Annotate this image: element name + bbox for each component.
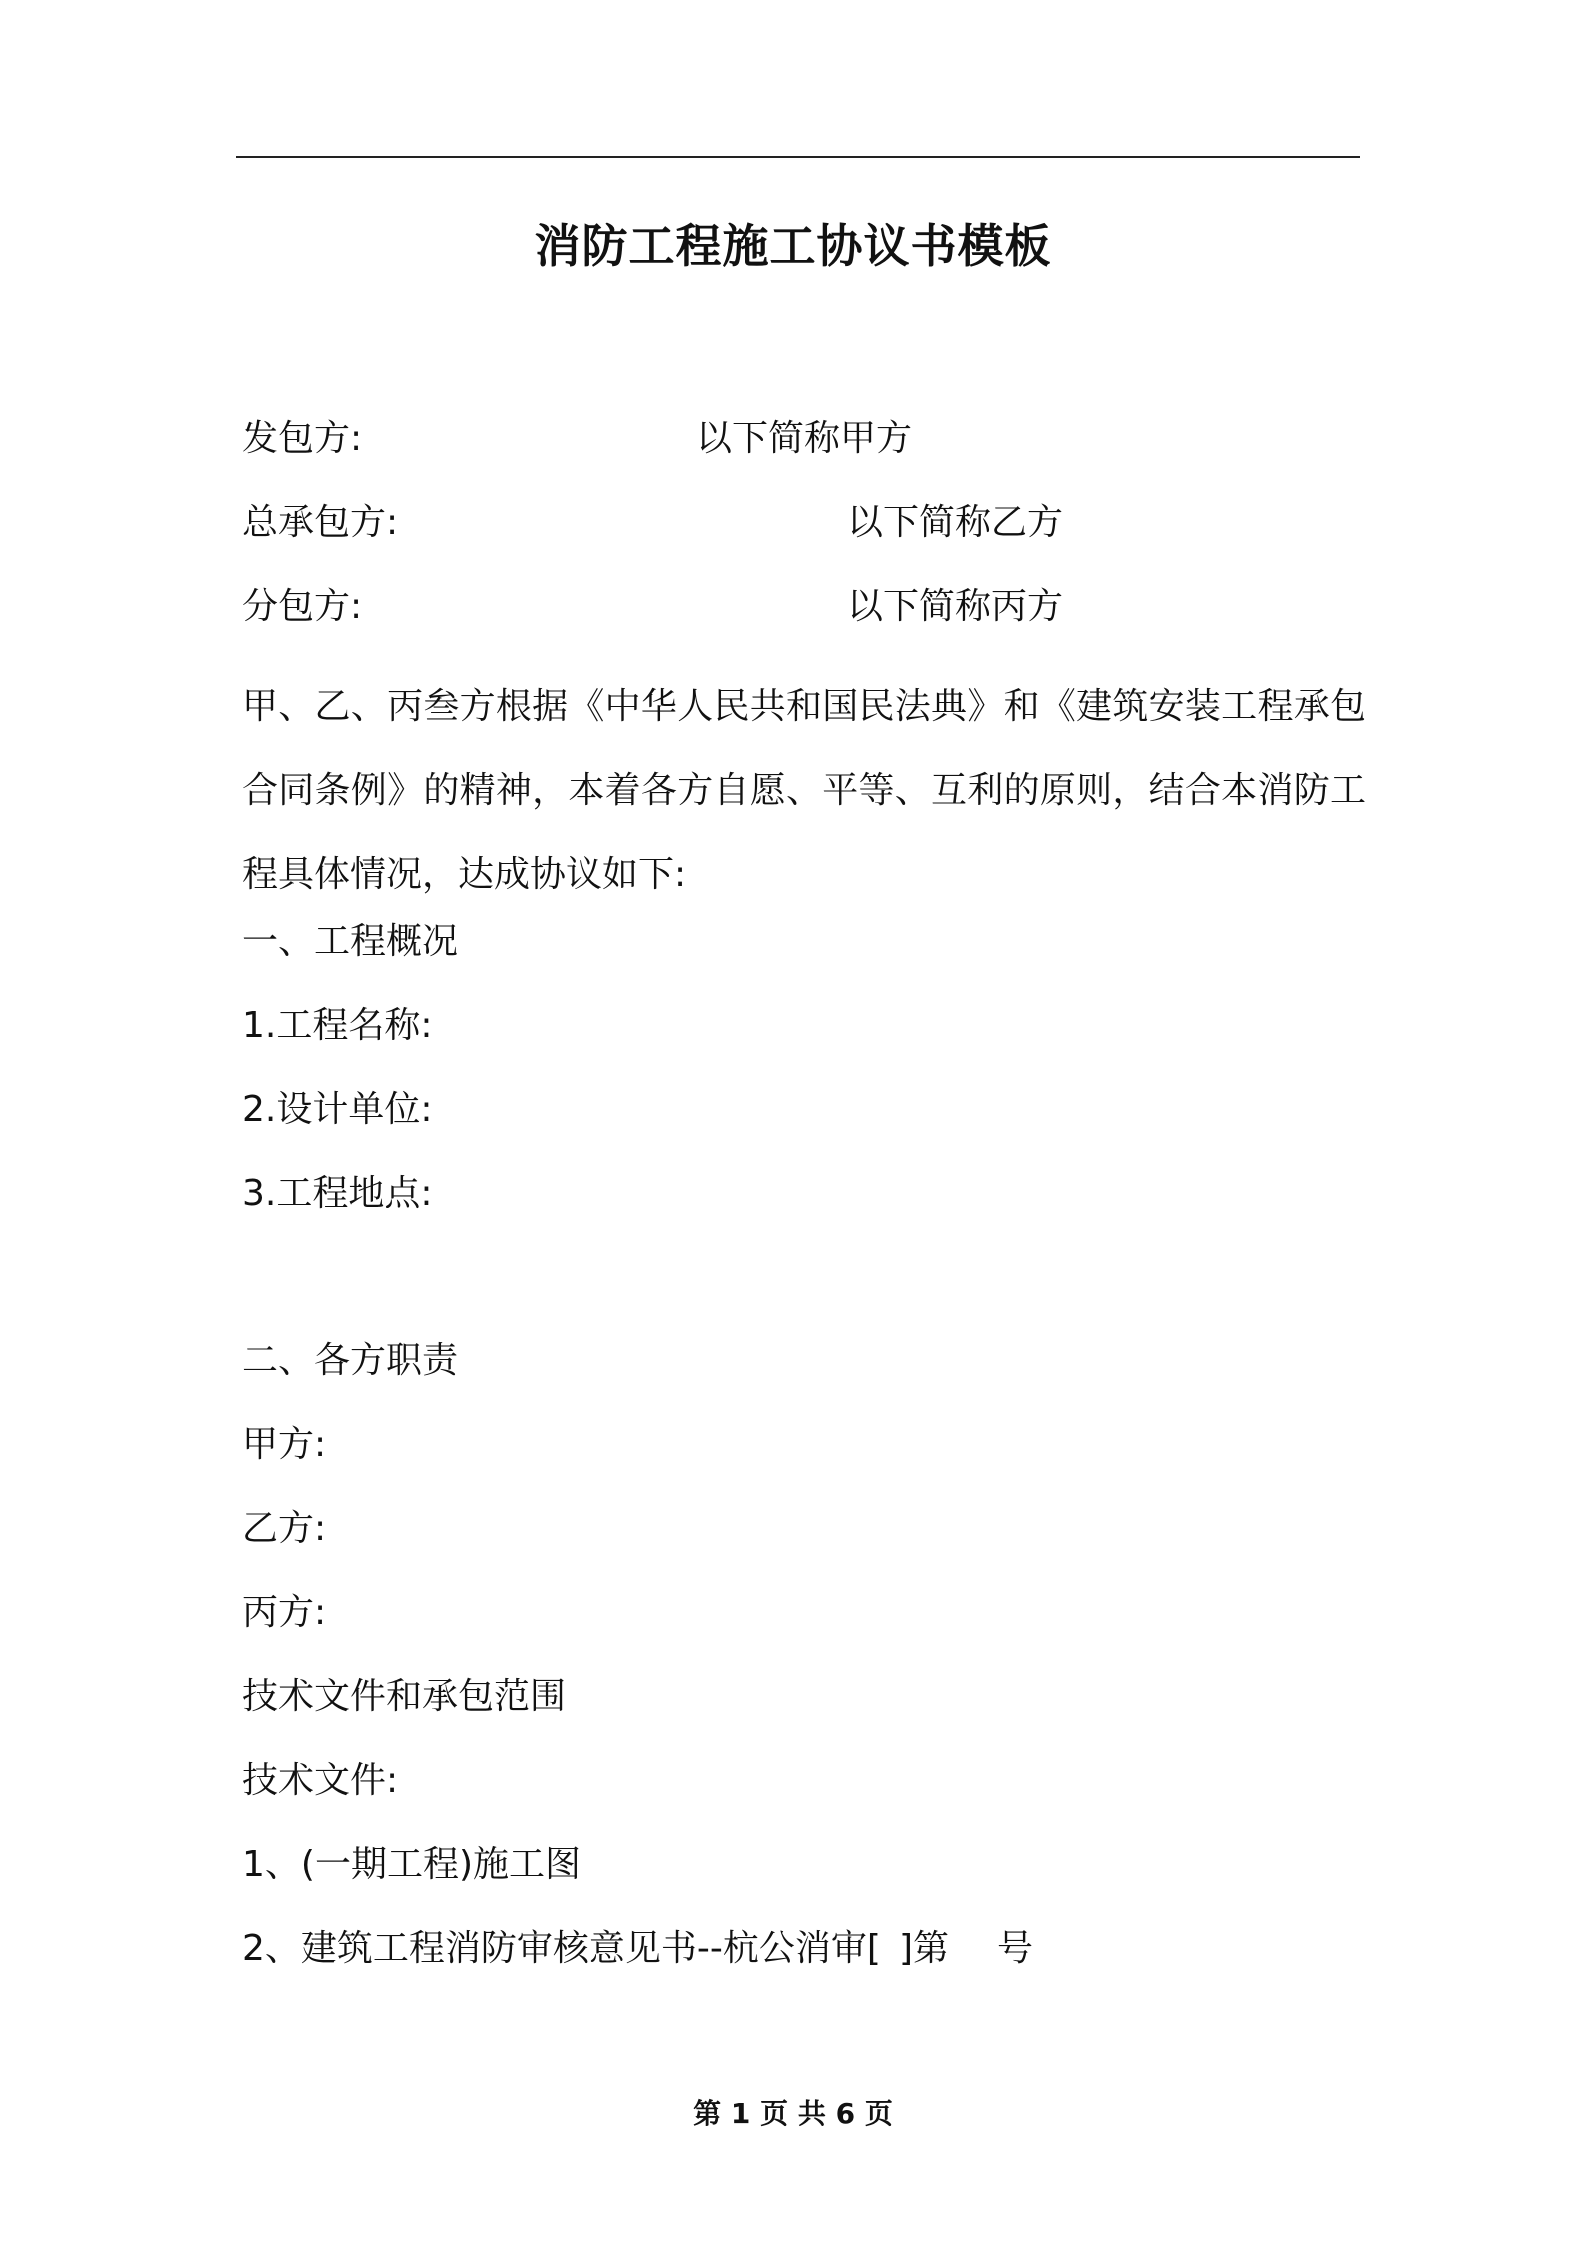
intro-paragraph: 甲、乙、丙叁方根据《中华人民共和国民法典》和《建筑安装工程承包合同条例》的精神，本着各方自愿、平等、互利的原则，结合本消防工程具体情况，达成协议如下: <box>242 686 1366 895</box>
party-label: 发包方: <box>242 418 363 459</box>
header-rule <box>236 156 1360 158</box>
party-c-duty-field: 丙方: <box>242 1592 327 1633</box>
tech-file-item: 1、(一期工程)施工图 <box>242 1844 581 1885</box>
tech-file-prefix: 2、建筑工程消防审核意见书--杭公消审[ <box>242 1928 881 1969</box>
page-footer: 第 1 页 共 6 页 <box>693 2097 893 2130</box>
tech-files-label: 技术文件: <box>242 1760 399 1801</box>
tech-file-item <box>242 1925 1362 1973</box>
party-alias: 以下简称丙方 <box>847 586 1064 627</box>
project-name-field: 1.工程名称: <box>242 1005 433 1046</box>
design-unit-field: 2.设计单位: <box>242 1089 433 1130</box>
tech-file-mid: ]第 <box>898 1928 949 1969</box>
party-label: 分包方: <box>242 586 363 627</box>
section-2-heading: 二、各方职责 <box>242 1340 459 1381</box>
tech-scope-heading: 技术文件和承包范围 <box>242 1676 567 1717</box>
party-row-employer <box>242 415 1362 463</box>
section-1-heading: 一、工程概况 <box>242 921 459 962</box>
tech-file-suffix: 号 <box>996 1928 1033 1969</box>
party-alias: 以下简称乙方 <box>847 502 1064 543</box>
party-a-duty-field: 甲方: <box>242 1424 327 1465</box>
project-location-field: 3.工程地点: <box>242 1173 433 1214</box>
party-alias: 以下简称甲方 <box>696 418 913 459</box>
party-label: 总承包方: <box>242 502 399 543</box>
party-b-duty-field: 乙方: <box>242 1508 327 1549</box>
party-row-subcontractor <box>242 583 1362 631</box>
document-title: 消防工程施工协议书模板 <box>534 219 1052 273</box>
party-row-general-contractor <box>242 499 1362 547</box>
